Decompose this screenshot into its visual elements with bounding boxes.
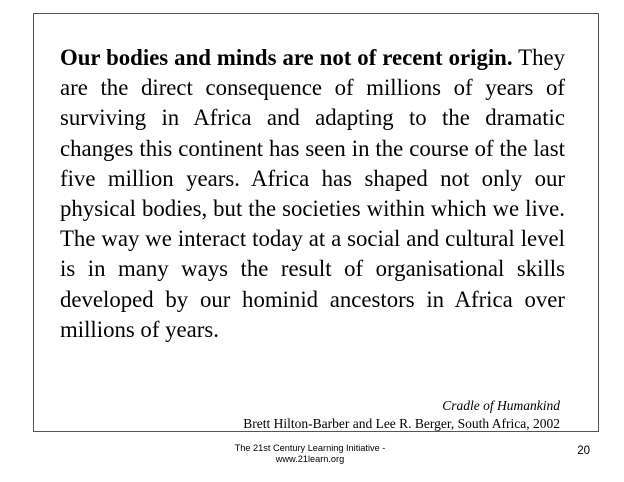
source-title: Cradle of Humankind (442, 398, 560, 413)
quote-lead: Our bodies and minds are not of recent origin. (60, 45, 513, 70)
quote-body: They are the direct consequence of millions of years of surviving in Africa and adapting to the dramatic changes this continent has seen in the course of the last five million years. Africa has shaped not only our physical bodies, but the societies within which we live. The way we interact today at a social and cultural level is in many ways the result of organisational skills developed by our hominid ancestors in Africa over millions of years. (60, 45, 565, 342)
footer-credit-line2: www.21learn.org (275, 454, 345, 464)
quote-paragraph (60, 43, 565, 345)
footer-credit (210, 443, 410, 465)
page-number: 20 (577, 445, 590, 457)
footer-credit-line1: The 21st Century Learning Initiative - (234, 443, 386, 453)
source-authors: Brett Hilton-Barber and Lee R. Berger, South Africa, 2002 (243, 416, 560, 431)
